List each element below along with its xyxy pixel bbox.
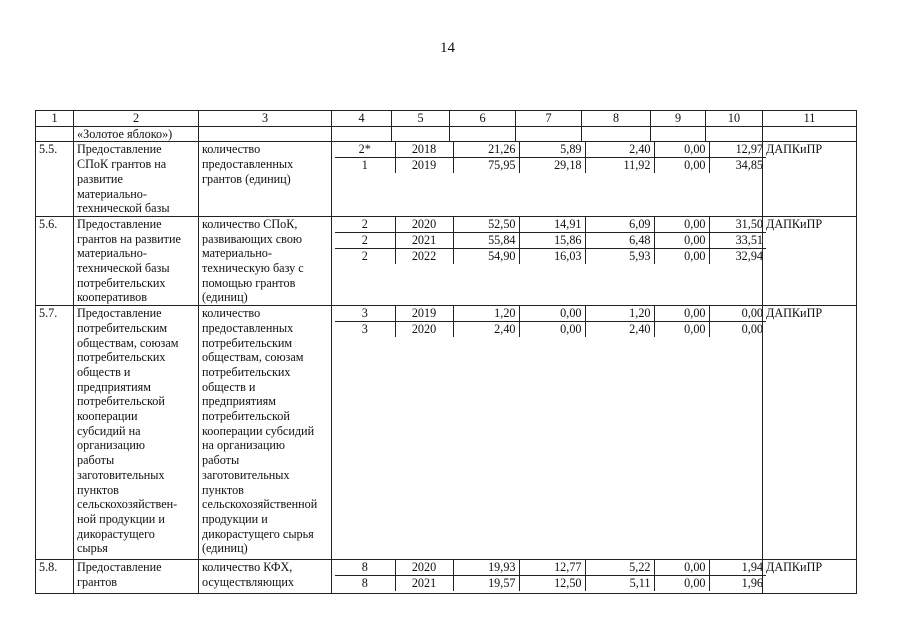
text-line: количество КФХ, [202,560,293,575]
data-cell: 2021 [395,232,453,248]
cell [582,126,651,142]
cell [706,126,763,142]
data-cell: 0,00 [519,322,585,338]
header-cell: 5 [392,111,450,127]
data-row [335,142,766,158]
cell [651,126,706,142]
data-subtable [335,217,766,264]
header-row [36,111,857,127]
header-cell: 3 [199,111,332,127]
text-line: грантов (единиц) [202,171,291,186]
measure-name [74,560,199,594]
text-line: обществам, союзам [202,350,304,365]
indicator-name [199,216,332,305]
text-line: помощью грантов [202,275,296,290]
data-row [335,560,766,576]
cell [332,126,392,142]
data-cell: 2,40 [585,322,654,338]
header-cell: 11 [763,111,857,127]
indicator-name [199,306,332,560]
text-line: пунктов [202,482,244,497]
data-block [332,560,763,594]
data-cell: 2020 [395,322,453,338]
data-cell: 5,11 [585,576,654,592]
cell [450,126,516,142]
data-cell: 1,96 [741,576,763,591]
data-cell: 12,50 [519,576,585,592]
text-line: потребительским [202,335,293,350]
text-line: Предоставление [77,306,162,321]
header-cell: 7 [516,111,582,127]
text-line: количество СПоК, [202,216,298,231]
text-line: предприятиям [77,379,151,394]
data-cell: 8 [335,560,395,576]
data-cell: 0,00 [654,306,709,322]
data-cell: 0,00 [654,158,709,174]
data-cell: 5,89 [519,142,585,158]
text-line: (единиц) [202,290,248,305]
text-line: сельскохозяйственной [202,497,318,512]
data-block [332,216,763,305]
text-line: количество [202,142,261,157]
data-cell: 11,92 [585,158,654,174]
text-line: организацию [77,438,146,453]
text-line: потребительской [202,409,290,424]
text-line: потребительских [77,350,166,365]
measure-name [74,216,199,305]
text-line: материально- [202,246,272,261]
text-line: развитие [77,171,123,186]
text-line: технической базы [77,261,170,276]
continued-text: «Золотое яблоко») [74,126,199,142]
text-line: техническую базу с [202,261,304,276]
measure-row [36,142,857,217]
data-cell: 2019 [395,158,453,174]
data-cell: 0,00 [654,322,709,338]
data-cell: 2019 [395,306,453,322]
text-line: грантов [77,574,118,589]
data-cell: 8 [335,576,395,592]
page-number: 14 [440,40,455,56]
text-line: обществам, союзам [77,335,179,350]
cell [36,126,74,142]
data-row [335,322,766,338]
data-cell: 2 [335,248,395,264]
measure-number: 5.5. [36,142,74,217]
text-line: работы [77,453,115,468]
text-line: дикорастущего сырья [202,526,314,541]
data-cell: 3 [335,306,395,322]
data-cell: 16,03 [519,248,585,264]
data-cell: 15,86 [519,232,585,248]
measure-name [74,306,199,560]
header-cell: 10 [706,111,763,127]
data-cell: 75,95 [453,158,519,174]
data-cell: 19,57 [453,576,519,592]
text-line: заготовительных [202,467,290,482]
cell [516,126,582,142]
data-cell: 2018 [395,142,453,158]
data-cell: 1,94 [709,560,766,576]
data-cell: 2,40 [453,322,519,338]
text-line: обществ и [202,379,256,394]
text-line: (единиц) [202,541,248,556]
data-cell: 2020 [395,217,453,233]
text-line: потребительской [77,394,165,409]
data-block [332,306,763,560]
text-line: заготовительных [77,467,165,482]
header-cell: 1 [36,111,74,127]
text-line: субсидий на [77,423,141,438]
data-subtable [335,306,766,337]
data-cell: 52,50 [453,217,519,233]
measure-number: 5.8. [36,560,74,594]
text-line: развивающих свою [202,231,303,246]
text-line: грантов на развитие [77,231,181,246]
agency: ДАПКиПР [763,560,857,594]
cell [199,126,332,142]
text-line: пунктов [77,482,119,497]
measure-row [36,216,857,305]
data-cell: 0,00 [654,217,709,233]
data-cell: 19,93 [453,560,519,576]
program-table [35,110,857,594]
data-cell: 0,00 [741,322,763,337]
text-line: Предоставление [77,216,162,231]
continuation-row [36,126,857,142]
text-line: сельскохозяйствен- [77,497,178,512]
data-cell: 0,00 [654,576,709,592]
header-cell: 9 [651,111,706,127]
text-line: продукции и [202,511,268,526]
data-cell: 55,84 [453,232,519,248]
data-block [332,142,763,217]
text-line: кооперации субсидий [202,423,315,438]
text-line: количество [202,306,261,321]
text-line: потребительским [77,320,168,335]
text-line: осуществляющих [202,574,294,589]
data-cell: 0,00 [654,248,709,264]
agency: ДАПКиПР [763,142,857,217]
data-cell: 2* [335,142,395,158]
data-cell: 6,48 [585,232,654,248]
text-line: предприятиям [202,394,276,409]
data-cell: 12,77 [519,560,585,576]
measure-row [36,306,857,560]
data-cell: 1,20 [585,306,654,322]
text-line: потребительских [77,275,166,290]
data-cell: 0,00 [709,306,766,322]
header-cell: 8 [582,111,651,127]
data-cell: 2 [335,217,395,233]
data-cell: 1 [335,158,395,174]
data-cell: 29,18 [519,158,585,174]
data-cell: 21,26 [453,142,519,158]
data-cell: 3 [335,322,395,338]
agency: ДАПКиПР [763,216,857,305]
cell [763,126,857,142]
text-line: предоставленных [202,320,294,335]
data-row [335,158,766,174]
indicator-name [199,560,332,594]
data-cell: 0,00 [519,306,585,322]
data-cell: 33,51 [709,232,766,248]
data-cell: 14,91 [519,217,585,233]
measure-number: 5.6. [36,216,74,305]
measure-row [36,560,857,594]
data-cell: 2022 [395,248,453,264]
header-cell: 2 [74,111,199,127]
data-cell: 0,00 [654,560,709,576]
data-cell: 0,00 [654,232,709,248]
text-line: потребительских [202,364,291,379]
data-row [335,576,766,592]
measure-name [74,142,199,217]
text-line: кооперативов [77,290,147,305]
data-cell: 0,00 [654,142,709,158]
text-line: обществ и [77,364,131,379]
data-subtable [335,142,766,173]
data-cell: 31,50 [709,217,766,233]
cell [392,126,450,142]
data-cell: 6,09 [585,217,654,233]
data-cell: 2 [335,232,395,248]
text-line: предоставленных [202,157,294,172]
header-cell: 4 [332,111,392,127]
data-cell: 12,97 [709,142,766,158]
indicator-name [199,142,332,217]
data-cell: 2020 [395,560,453,576]
data-cell: 32,94 [735,248,763,263]
text-line: на организацию [202,438,285,453]
header-cell: 6 [450,111,516,127]
data-row [335,217,766,233]
text-line: сырья [77,541,108,556]
data-subtable [335,560,766,591]
text-line: Предоставление [77,142,162,157]
data-row [335,306,766,322]
text-line: технической базы [77,201,170,216]
data-cell: 5,93 [585,248,654,264]
text-line: работы [202,453,240,468]
data-cell: 54,90 [453,248,519,264]
text-line: Предоставление [77,560,162,575]
text-line: СПоК грантов на [77,157,167,172]
text-line: ной продукции и [77,511,165,526]
data-cell: 2021 [395,576,453,592]
agency: ДАПКиПР [763,306,857,560]
text-line: дикорастущего [77,526,155,541]
data-cell: 1,20 [453,306,519,322]
data-cell: 5,22 [585,560,654,576]
text-line: материально- [77,246,147,261]
data-row [335,248,766,264]
data-row [335,232,766,248]
data-cell: 2,40 [585,142,654,158]
text-line: кооперации [77,409,138,424]
measure-number: 5.7. [36,306,74,560]
data-cell: 34,85 [735,158,763,173]
text-line: материально- [77,186,147,201]
